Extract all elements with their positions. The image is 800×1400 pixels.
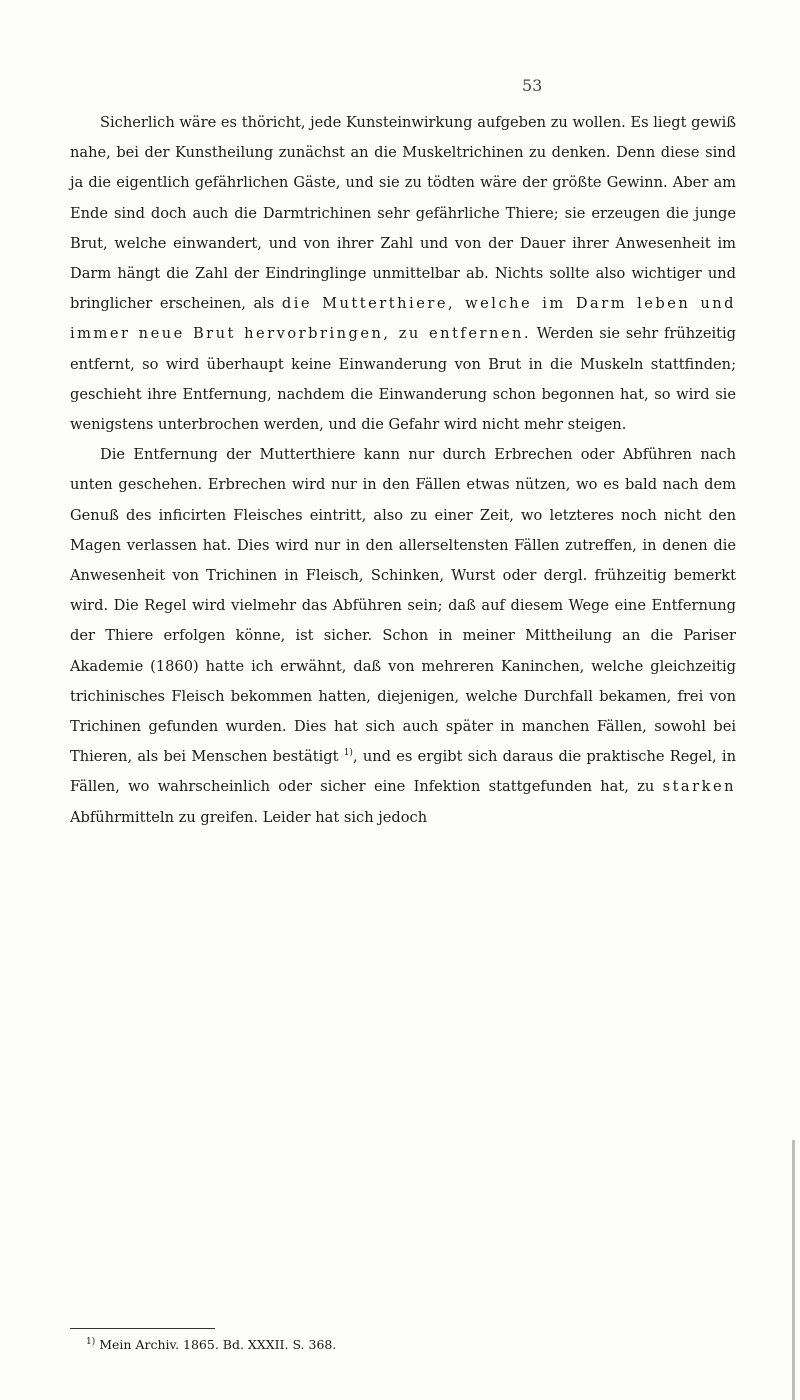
text-run: Sicherlich wäre es thöricht, jede Kunsteinwirkung aufgeben zu wollen. Es liegt gewiß nahe, bei der Kunstheilung zunächst an die Muskeltrichinen zu denken. Denn diese sind ja die eigentlich gefährlichen Gäste, und sie zu tödten wäre der größte Gewinn. Aber am Ende sind doch auch die Darmtrichinen sehr gefährliche Thiere; sie erzeugen die junge Brut, welche einwandert, und von ihrer Zahl und von der Dauer ihrer Anwesenheit im Darm hängt die Zahl der Eindringlinge unmittelbar ab. Nichts sollte also wichtiger und bringlicher erscheinen, als [70,114,736,313]
page-edge-line [792,1140,795,1400]
emphasized-text: starken [662,778,736,796]
footnote-reference: 1) [343,748,353,759]
footnote [86,1337,336,1352]
paragraph-1 [70,108,736,440]
footnote-rule [70,1328,215,1329]
body-text [70,108,736,833]
paragraph-2 [70,440,736,833]
text-run: , und es ergibt sich daraus die praktische Regel, in Fällen, wo wahrscheinlich oder sicher eine Infektion stattgefunden hat, zu [70,748,736,796]
text-run: Werden sie sehr frühzeitig entfernt, so wird überhaupt keine Einwanderung von Brut in die Muskeln stattfinden; geschieht ihre Entfernung, nachdem die Einwanderung schon begonnen hat, so wird sie wenigstens unterbrochen werden, und die Gefahr wird nicht mehr steigen. [70,325,736,434]
emphasized-text: die Mutterthiere, welche im Darm leben und immer neue Brut hervorbringen, zu entfernen. [70,295,736,343]
text-run: Abführmitteln zu greifen. Leider hat sich jedoch [70,808,428,826]
footnote-text: Mein Archiv. 1865. Bd. XXXII. S. 368. [99,1337,337,1352]
page-number: 53 [522,76,543,95]
footnote-marker: 1) [86,1336,96,1347]
text-run: Die Entfernung der Mutterthiere kann nur durch Erbrechen oder Abführen nach unten geschehen. Erbrechen wird nur in den Fällen etwas nützen, wo es bald nach dem Genuß des inficirten Fleisches eintritt, also zu einer Zeit, wo letzteres noch nicht den Magen verlassen hat. Dies wird nur in den allerseltensten Fällen zutreffen, in denen die Anwesenheit von Trichinen in Fleisch, Schinken, Wurst oder dergl. frühzeitig bemerkt wird. Die Regel wird vielmehr das Abführen sein; daß auf diesem Wege eine Entfernung der Thiere erfolgen könne, ist sicher. Schon in meiner Mittheilung an die Pariser Akademie (1860) hatte ich erwähnt, daß von mehreren Kaninchen, welche gleichzeitig trichinisches Fleisch bekommen hatten, diejenigen, welche Durchfall bekamen, frei von Trichinen gefunden wurden. Dies hat sich auch später in manchen Fällen, sowohl bei Thieren, als bei Menschen bestätigt [70,446,736,766]
